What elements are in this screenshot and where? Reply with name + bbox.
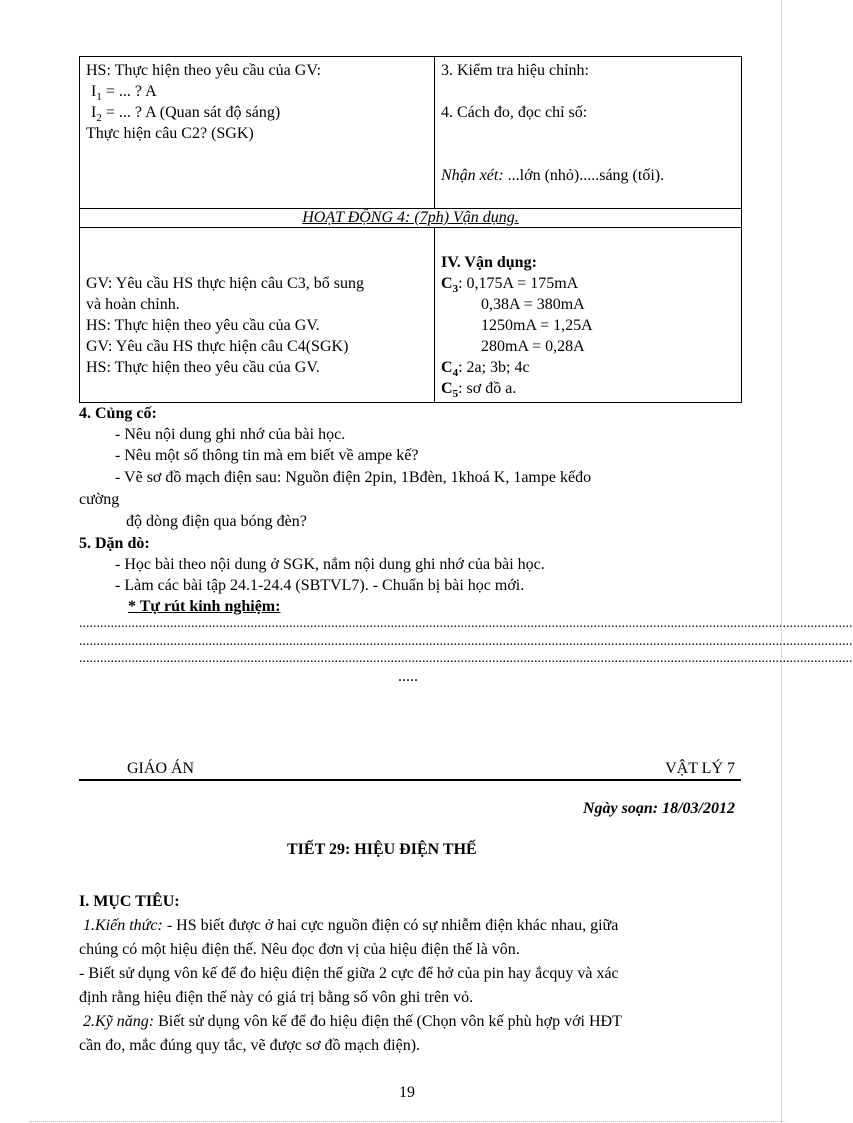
page-number: 19 (399, 1084, 415, 1101)
section-title: IV. Vận dụng: (441, 254, 537, 271)
table-row (80, 57, 742, 209)
activity-header: HOẠT ĐỘNG 4: (7ph) Vận dụng. (80, 209, 742, 228)
dotted-line: ............................................................................................................................................................................................................................. (79, 634, 853, 649)
teacher-student-cell: HS: Thực hiện theo yêu cầu của GV: $I_1$ = ... ? A $I_2$ = ... ? A (Quan sát độ sáng) Thực hiện câu C2? (SGK) (80, 57, 435, 209)
dotted-line: ............................................................................................................................................................................................................................. (79, 616, 853, 631)
knowledge-line: 1.Kiến thức: - HS biết được ở hai cực nguồn điện có sự nhiễm điện khác nhau, giữa (79, 917, 618, 935)
table-row (80, 209, 742, 228)
content-cell: 3. Kiểm tra hiệu chỉnh: 4. Cách đo, đọc chỉ số: Nhận xét: ...lớn (nhỏ).....sáng (tối). (435, 57, 742, 209)
knowledge-line: chúng có một hiệu điện thế. Nêu đọc đơn vị của hiệu điện thế là vôn. (79, 941, 520, 958)
objectives-title: I. MỤC TIÊU: (79, 893, 180, 910)
experience-title: * Tự rút kinh nghiệm: (128, 598, 281, 615)
dotted-line: ............................................................................................................................................................................................................................. (79, 651, 853, 666)
list-item: - Làm các bài tập 24.1-24.4 (SBTVL7). - Chuẩn bị bài học mới. (115, 577, 525, 594)
skill-line: 2.Kỹ năng: Biết sử dụng vôn kế để đo hiệu điện thế (Chọn vôn kế phù hợp với HĐT (79, 1013, 622, 1031)
knowledge-label: 1.Kiến thức: (83, 917, 163, 934)
knowledge-line: định rằng hiệu điện thế này có giá trị bằng số vôn ghi trên vỏ. (79, 989, 474, 1006)
header-right: VẬT LÝ 7 (665, 760, 735, 777)
date-prepared: Ngày soạn: 18/03/2012 (583, 800, 735, 817)
list-item: - Nêu một số thông tin mà em biết về ampe kế? (115, 447, 419, 464)
lesson-activity-table (79, 56, 742, 403)
list-item-wrap: cường (79, 491, 120, 508)
dotted-short: ..... (398, 668, 418, 685)
table-row (80, 228, 742, 403)
lesson-title: TIẾT 29: HIỆU ĐIỆN THẾ (287, 841, 477, 858)
dando-title: 5. Dặn dò: (79, 535, 150, 552)
cungco-title: 4. Củng cố: (79, 405, 157, 422)
page-border-bottom (30, 1121, 786, 1122)
header-rule (79, 779, 741, 781)
list-item: - Học bài theo nội dung ở SGK, nắm nội dung ghi nhớ của bài học. (115, 556, 545, 573)
list-item: - Nêu nội dung ghi nhớ của bài học. (115, 426, 346, 443)
teacher-student-cell: GV: Yêu cầu HS thực hiện câu C3, bổ sung và hoàn chỉnh. HS: Thực hiện theo yêu cầu của GV. GV: Yêu cầu HS thực hiện câu C4(SGK) HS: Thực hiện theo yêu cầu của GV. (80, 228, 435, 403)
content-cell: IV. Vận dụng: $C_3$: 0,175A = 175mA 0,38A = 380mA 1250mA = 1,25A 280mA = 0,28A $C_4$: 2a; 3b; 4c $C_5$: sơ đồ a. (435, 228, 742, 403)
header-left: GIÁO ÁN (127, 760, 195, 777)
page-border-right (781, 0, 782, 1123)
list-item: - Vẽ sơ đồ mạch điện sau: Nguồn điện 2pin, 1Bđèn, 1khoá K, 1ampe kếđo (115, 469, 592, 486)
skill-label: 2.Kỹ năng: (83, 1013, 155, 1030)
skill-line: cần đo, mắc đúng quy tắc, vẽ được sơ đồ mạch điện). (79, 1037, 421, 1054)
note-label: Nhận xét: (441, 167, 504, 184)
list-item-wrap: độ dòng điện qua bóng đèn? (126, 513, 307, 530)
knowledge-line: - Biết sử dụng vôn kế để đo hiệu điện thế giữa 2 cực để hở của pin hay ắcquy và xác (79, 965, 619, 982)
